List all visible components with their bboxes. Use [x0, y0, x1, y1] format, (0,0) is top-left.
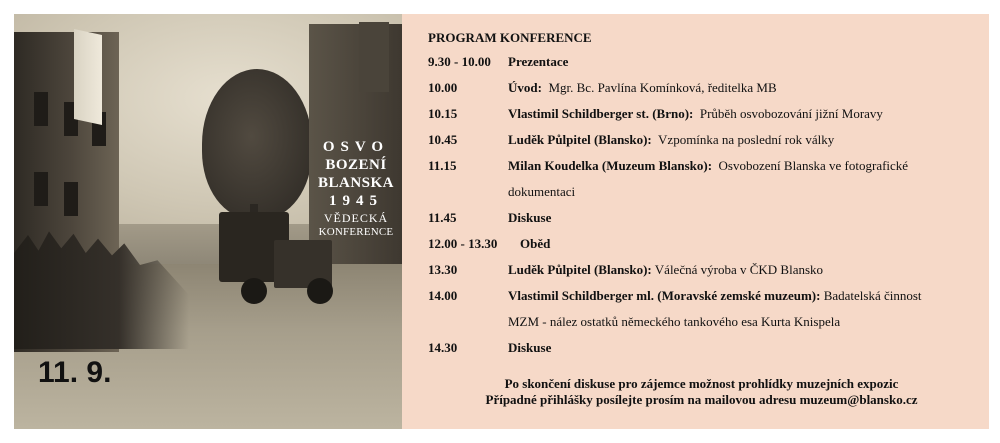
- program-text: Osvobození Blanska ve fotografické: [718, 158, 909, 173]
- program-time: 12.00 - 13.30: [428, 236, 498, 251]
- program-text: Badatelská činnost: [823, 288, 922, 303]
- title-line-4: 1945: [329, 193, 383, 209]
- program-text: Válečná výroba v ČKD Blansko: [654, 262, 824, 277]
- program-time: 14.00: [428, 288, 458, 303]
- program-speaker: Oběd: [520, 236, 551, 251]
- program-row: [428, 54, 983, 80]
- program-time: 10.45: [428, 132, 458, 147]
- title-line-6: KONFERENCE: [318, 226, 394, 238]
- program-text-continued: MZM - nález ostatků německého tankového esa Kurta Knispela: [508, 314, 841, 329]
- program-row: [428, 80, 983, 106]
- program-speaker: Prezentace: [508, 54, 569, 69]
- title-line-5: VĚDECKÁ: [323, 211, 389, 225]
- historical-photo: [14, 14, 402, 429]
- program-time: 13.30: [428, 262, 458, 277]
- program-speaker: Luděk Půlpitel (Blansko):: [508, 132, 652, 147]
- program-speaker: Luděk Půlpitel (Blansko):: [508, 262, 652, 277]
- tree-shape: [202, 69, 312, 219]
- title-line-3: BLANSKA: [317, 175, 395, 191]
- footer-line-1: Po skončení diskuse pro zájemce možnost prohlídky muzejních expozic: [504, 376, 899, 391]
- program-row: [428, 262, 983, 288]
- program-time: 10.00: [428, 80, 458, 95]
- program-time: 11.15: [428, 158, 457, 173]
- poster-title: [312, 140, 400, 241]
- program-speaker: Milan Koudelka (Muzeum Blansko):: [508, 158, 713, 173]
- program-speaker: Úvod:: [508, 80, 542, 95]
- program-row: [428, 158, 983, 210]
- program-text: Vzpomínka na poslední rok války: [658, 132, 835, 147]
- program-time: 11.45: [428, 210, 457, 225]
- program-speaker: Vlastimil Schildberger ml. (Moravské zemské muzeum):: [508, 288, 821, 303]
- title-line-1: OSVO: [322, 139, 390, 155]
- event-date: 11. 9.: [38, 356, 112, 389]
- program-speaker: Vlastimil Schildberger st. (Brno):: [508, 106, 694, 121]
- invitation-card: [14, 14, 989, 429]
- program-row: [428, 210, 983, 236]
- title-line-2: BOZENÍ: [325, 157, 387, 173]
- program-time: 10.15: [428, 106, 458, 121]
- program-row: [428, 132, 983, 158]
- program-row: [428, 340, 983, 366]
- flag-shape: [74, 29, 102, 125]
- program-text-continued: dokumentaci: [508, 184, 576, 199]
- program-text: Průběh osvobozování jižní Moravy: [699, 106, 883, 121]
- footer-note: [414, 376, 989, 408]
- program-time: 14.30: [428, 340, 458, 355]
- program-text: Mgr. Bc. Pavlína Komínková, ředitelka MB: [548, 80, 777, 95]
- program-speaker: Diskuse: [508, 210, 552, 225]
- program-title: PROGRAM KONFERENCE: [428, 30, 592, 45]
- program-speaker: Diskuse: [508, 340, 552, 355]
- program-section: [428, 30, 983, 366]
- program-time: 9.30 - 10.00: [428, 54, 491, 69]
- program-row: [428, 236, 983, 262]
- program-row: [428, 106, 983, 132]
- program-row: [428, 288, 983, 340]
- footer-line-2: Případné přihlášky posílejte prosím na mailovou adresu muzeum@blansko.cz: [485, 392, 918, 407]
